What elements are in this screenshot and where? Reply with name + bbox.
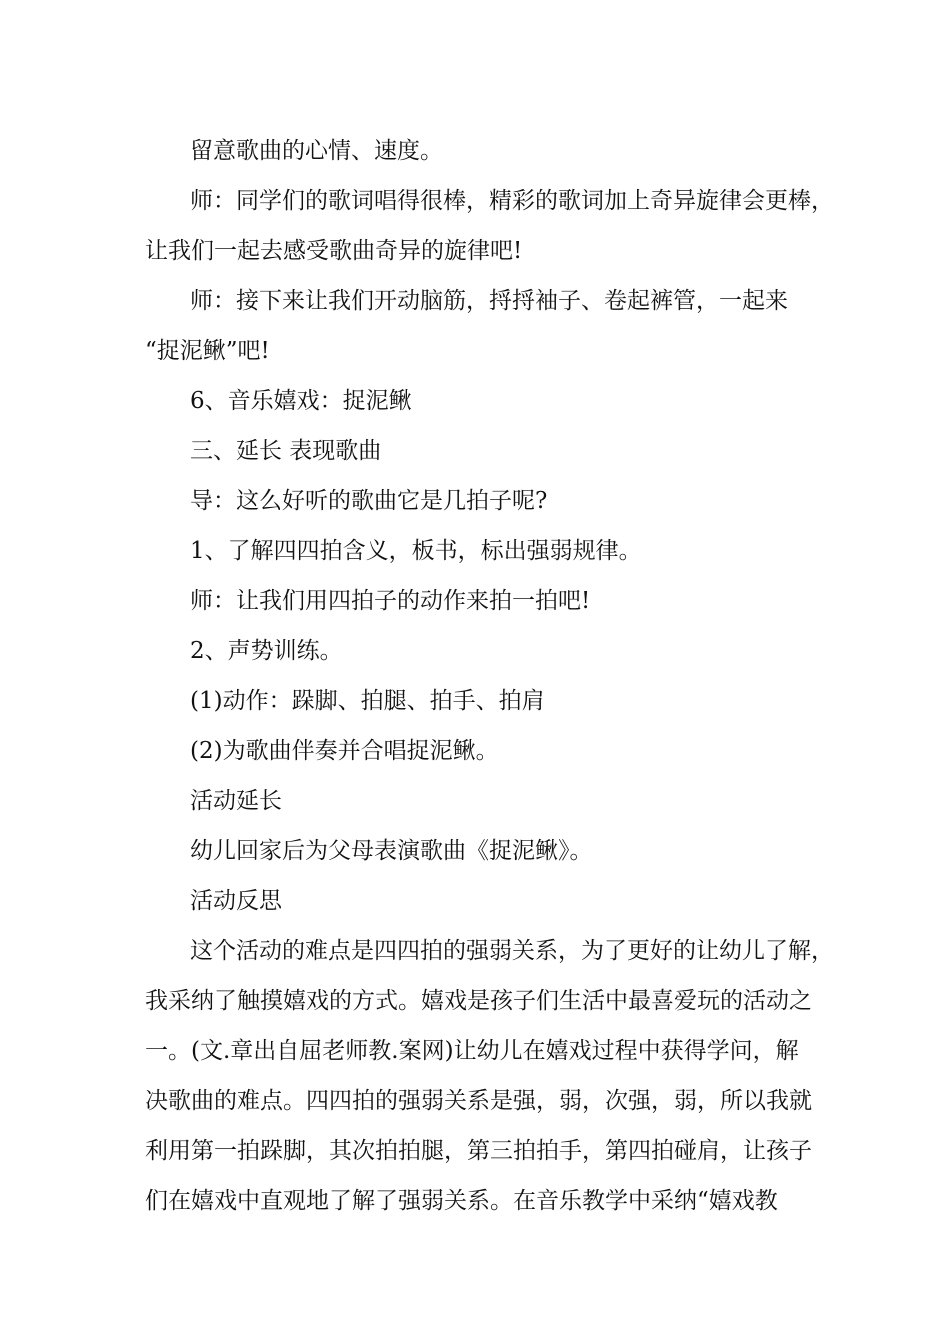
- section-heading: 活动延长: [190, 788, 282, 814]
- paragraph-line: “捉泥鳅”吧!: [145, 338, 270, 364]
- paragraph-line: (1)动作：跺脚、拍腿、拍手、拍肩: [190, 688, 545, 714]
- section-heading: 活动反思: [190, 888, 282, 914]
- paragraph-line: 留意歌曲的心情、速度。: [190, 138, 443, 164]
- section-heading: 三、延长 表现歌曲: [190, 438, 382, 464]
- paragraph-line: 这个活动的难点是四四拍的强弱关系，为了更好的让幼儿了解，: [190, 938, 834, 964]
- paragraph-line: 一。(文.章出自屈老师教.案网)让幼儿在嬉戏过程中获得学问，解: [145, 1038, 799, 1064]
- paragraph-line: 师：让我们用四拍子的动作来拍一拍吧!: [190, 588, 591, 614]
- paragraph-line: 师：同学们的歌词唱得很棒，精彩的歌词加上奇异旋律会更棒，: [190, 188, 834, 214]
- paragraph-line: (2)为歌曲伴奏并合唱捉泥鳅。: [190, 738, 499, 764]
- paragraph-line: 我采纳了触摸嬉戏的方式。嬉戏是孩子们生活中最喜爱玩的活动之: [145, 988, 812, 1014]
- paragraph-line: 导：这么好听的歌曲它是几拍子呢?: [190, 488, 548, 514]
- paragraph-line: 利用第一拍跺脚，其次拍拍腿，第三拍拍手，第四拍碰肩，让孩子: [145, 1138, 812, 1164]
- paragraph-line: 2、声势训练。: [190, 638, 343, 664]
- paragraph-line: 让我们一起去感受歌曲奇异的旋律吧!: [145, 238, 523, 264]
- paragraph-line: 幼儿回家后为父母表演歌曲《捉泥鳅》。: [190, 838, 593, 864]
- paragraph-line: 1、了解四四拍含义，板书，标出强弱规律。: [190, 538, 642, 564]
- paragraph-line: 决歌曲的难点。四四拍的强弱关系是强，弱，次强，弱，所以我就: [145, 1088, 812, 1114]
- section-heading: 6、音乐嬉戏：捉泥鳅: [190, 388, 412, 414]
- paragraph-line: 师：接下来让我们开动脑筋，捋捋袖子、卷起裤管，一起来: [190, 288, 788, 314]
- paragraph-line: 们在嬉戏中直观地了解了强弱关系。在音乐教学中采纳“嬉戏教: [145, 1188, 778, 1214]
